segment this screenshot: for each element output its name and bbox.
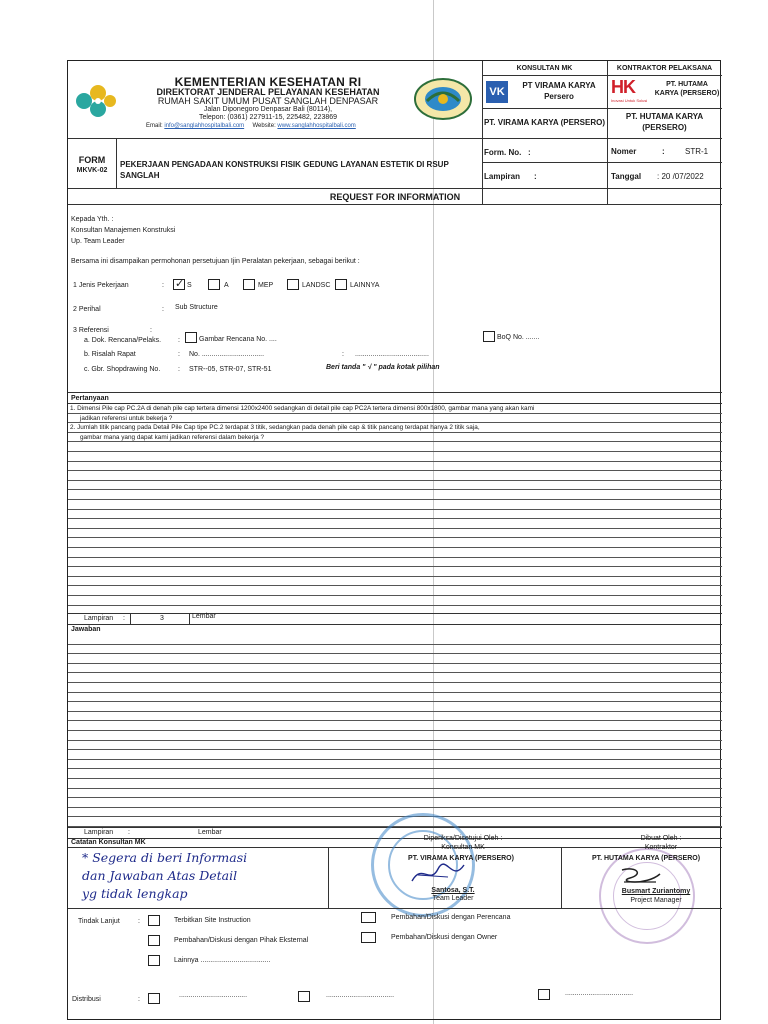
checked-by-org: Konsultan MK xyxy=(441,844,485,851)
hospital-address: Jalan Diponegoro Denpasar Bali (80114), xyxy=(203,106,333,113)
project-name: PEKERJAAN PENGADAAN KONSTRUKSI FISIK GEDUNG LAYANAN ESTETIK DI RSUP SANGLAH xyxy=(120,160,449,180)
tindak-option-4: Pembahan/Diskusi dengan Owner xyxy=(391,934,498,941)
website-label: Website: xyxy=(252,123,276,129)
ruled-line xyxy=(68,740,722,741)
ruled-line xyxy=(68,441,722,442)
jawaban-lembar: Lembar xyxy=(198,829,222,836)
consultant-signature-icon xyxy=(408,861,468,887)
check-mark-icon: ✓ xyxy=(175,278,185,290)
tindak-option-5: Lainnya .................................... xyxy=(174,957,271,964)
distribusi-dots-3: ................................... xyxy=(565,990,634,997)
ruled-line xyxy=(68,518,722,519)
catatan-hand-line-3: yg tidak lengkap xyxy=(82,886,188,901)
jenis-label: 1 Jenis Pekerjaan xyxy=(73,282,129,289)
checkbox-distribusi-1[interactable] xyxy=(148,993,160,1004)
distribusi-dots-2: ................................... xyxy=(326,992,395,999)
website-link[interactable]: www.sanglahhospitalbali.com xyxy=(277,123,356,129)
contractor-heading: KONTRAKTOR PELAKSANA xyxy=(616,65,713,72)
pertanyaan-lampiran-label: Lampiran xyxy=(84,615,114,622)
checkbox-site-instruction[interactable] xyxy=(148,915,160,926)
ruled-line xyxy=(68,768,722,769)
ruled-line xyxy=(68,644,722,645)
ruled-line xyxy=(68,422,722,423)
ruled-line xyxy=(68,807,722,808)
catatan-hand-line-2: dan Jawaban Atas Detail xyxy=(82,868,238,883)
made-by-label: Dibuat Oleh : xyxy=(640,835,682,842)
form-code: MKVK-02 xyxy=(76,167,108,174)
pertanyaan-lembar: Lembar xyxy=(192,613,216,620)
pertanyaan-lampiran-colon: : xyxy=(123,615,125,622)
ruled-line xyxy=(68,576,722,577)
question-2-line-2: gambar mana yang dapat kami jadikan referensi dalam bekerja ? xyxy=(80,433,265,441)
ruled-line xyxy=(68,432,722,433)
hospital-phone: Telepon: (0361) 227911-15, 225482, 223869 xyxy=(198,114,338,121)
ruled-line xyxy=(68,480,722,481)
ref-c-colon: : xyxy=(178,366,180,373)
option-lainnya-label: LAINNYA xyxy=(350,282,380,289)
consultant-name: PT VIRAMA KARYA xyxy=(522,81,596,90)
checked-by-role: Team Leader xyxy=(432,895,474,902)
ref-a-colon: : xyxy=(178,337,180,344)
ref-a-value: Gambar Rencana No. .... xyxy=(199,336,277,343)
ruled-line xyxy=(68,566,722,567)
ruled-line xyxy=(68,489,722,490)
distribusi-colon: : xyxy=(138,996,140,1003)
checkbox-distribusi-2[interactable] xyxy=(298,991,310,1002)
ruled-line xyxy=(68,509,722,510)
checked-by-person: Santosa, S.T. xyxy=(431,887,475,894)
ruled-line xyxy=(68,461,722,462)
nomer-label: Nomer xyxy=(611,147,637,156)
made-by-role: Project Manager xyxy=(630,897,682,904)
distribusi-dots-1: ................................... xyxy=(179,992,248,999)
ruled-line xyxy=(68,778,722,779)
checked-by-company: PT. VIRAMA KARYA (PERSERO) xyxy=(408,855,514,862)
contractor-signature-icon xyxy=(616,864,666,888)
perihal-value: Sub Structure xyxy=(175,304,218,311)
ruled-line xyxy=(68,701,722,702)
pertanyaan-lampiran-value: 3 xyxy=(160,615,164,622)
nomer-colon: : xyxy=(662,147,665,156)
email-label: Email: xyxy=(146,123,163,129)
pertanyaan-title: Pertanyaan xyxy=(71,395,109,402)
perihal-colon: : xyxy=(162,306,164,313)
lampiran-header-colon: : xyxy=(534,172,537,181)
catatan-title: Catatan Konsultan MK xyxy=(71,839,146,846)
ref-b-label: b. Risalah Rapat xyxy=(84,351,136,358)
form-label: FORM xyxy=(78,155,106,165)
consultant-heading: KONSULTAN MK xyxy=(516,65,573,72)
made-by-person: Busmart Zuriantomy xyxy=(621,888,691,895)
ref-b-colon-2: : xyxy=(342,351,344,358)
ruled-line xyxy=(68,547,722,548)
hk-tagline: Inovasi Untuk Solusi xyxy=(611,98,648,103)
option-s-label: S xyxy=(187,282,192,289)
intro-text: Bersama ini disampaikan permohonan persetujuan Ijin Peralatan pekerjaan, sebagai berikut : xyxy=(71,258,360,265)
ref-c-label: c. Gbr. Shopdrawing No. xyxy=(84,366,161,373)
ruled-line xyxy=(68,749,722,750)
contractor-name-2: KARYA (PERSERO) xyxy=(654,90,720,97)
ref-c-value: STR--05, STR-07, STR-51 xyxy=(189,366,272,373)
tindak-option-2: Pembahan/Diskusi dengan Perencana xyxy=(391,914,511,921)
ruled-line xyxy=(68,672,722,673)
referensi-colon: : xyxy=(150,327,152,334)
ruled-line xyxy=(68,759,722,760)
ruled-line xyxy=(68,585,722,586)
checkbox-gambar-rencana[interactable] xyxy=(185,332,197,343)
referensi-label: 3 Referensi xyxy=(73,327,109,334)
made-by-org: Kontraktor xyxy=(644,844,678,851)
pertanyaan-ruled-area xyxy=(68,403,722,613)
jawaban-ruled-area xyxy=(68,634,722,826)
option-a-label: A xyxy=(224,282,229,289)
ministry-name: KEMENTERIAN KESEHATAN RI xyxy=(174,75,362,89)
jawaban-title: Jawaban xyxy=(71,626,101,633)
question-2-line-1: 2. Jumlah titik pancang pada Detail Pile Cap tipe PC.2 terdapat 3 titik, sedangkan pada denah pile cap & titik pancang terdapat hanya 2 titik saja, xyxy=(70,424,480,431)
hospital-name: RUMAH SAKIT UMUM PUSAT SANGLAH DENPASAR xyxy=(157,96,379,106)
ref-a-label: a. Dok. Rencana/Pelaks. xyxy=(84,337,162,344)
checkbox-diskusi-perencana[interactable] xyxy=(361,912,376,923)
contractor-stamp-icon xyxy=(599,848,695,944)
ref-b-dots: ...................................... xyxy=(355,351,429,358)
ministry-logo-icon xyxy=(70,75,118,123)
checkbox-a[interactable] xyxy=(208,279,220,290)
directorate-name: DIREKTORAT JENDERAL PELAYANAN KESEHATAN xyxy=(156,87,380,97)
catatan-hand-line-1: * Segera di beri Informasi xyxy=(82,850,248,865)
perihal-label: 2 Perihal xyxy=(73,306,101,313)
ruled-line xyxy=(68,595,722,596)
lampiran-header-label: Lampiran xyxy=(484,172,521,181)
checkbox-lainnya-tindak[interactable] xyxy=(148,955,160,966)
email-link[interactable]: info@sanglahhospitalbali.com xyxy=(164,123,245,129)
ruled-line xyxy=(68,470,722,471)
ruled-line xyxy=(68,730,722,731)
ruled-line xyxy=(68,711,722,712)
rfi-form xyxy=(67,60,721,1020)
tindak-option-3: Pembahan/Diskusi dengan Pihak Eksternal xyxy=(174,937,309,944)
form-no-label: Form. No. xyxy=(484,148,522,157)
checkbox-diskusi-owner[interactable] xyxy=(361,932,376,943)
distribusi-label: Distribusi xyxy=(72,996,101,1003)
checkbox-distribusi-3[interactable] xyxy=(538,989,550,1000)
ref-b-value: No. ................................ xyxy=(189,351,265,358)
hospital-contact xyxy=(146,123,406,129)
nomer-value: STR-1 xyxy=(685,147,709,156)
to-line-1: Kepada Yth. : xyxy=(71,216,114,223)
ruled-line xyxy=(68,537,722,538)
hospital-emblem-icon xyxy=(413,75,473,123)
tindak-label: Tindak Lanjut xyxy=(78,918,120,925)
option-landsc-label: LANDSC xyxy=(302,282,331,289)
question-1-line-1: 1. Dimensi Pile cap PC.2A di denah pile cap tertera dimensi 1200x2400 sedangkan di detail pile cap PC2A tertera dimensi 800x1800, gambar mana yang akan kami xyxy=(70,405,535,412)
ruled-line xyxy=(68,605,722,606)
ruled-line xyxy=(68,451,722,452)
ref-boq-label: BoQ No. ....... xyxy=(497,334,540,341)
ruled-line xyxy=(68,720,722,721)
ruled-line xyxy=(68,682,722,683)
jawaban-lampiran-label: Lampiran xyxy=(84,829,114,836)
checkbox-boq[interactable] xyxy=(483,331,495,342)
ref-b-colon: : xyxy=(178,351,180,358)
ruled-line xyxy=(68,557,722,558)
tindak-option-1: Terbitkan Site Instruction xyxy=(174,917,251,924)
tanggal-value: : 20 /07/2022 xyxy=(657,172,704,181)
to-line-3: Up. Team Leader xyxy=(71,238,125,245)
ruled-line xyxy=(68,413,722,414)
to-line-2: Konsultan Manajemen Konstruksi xyxy=(71,227,176,234)
jenis-colon: : xyxy=(162,282,164,289)
checkbox-s[interactable] xyxy=(173,279,185,290)
made-by-company: PT. HUTAMA KARYA (PERSERO) xyxy=(591,855,701,862)
form-title: REQUEST FOR INFORMATION xyxy=(329,192,461,202)
vk-logo-icon: VK xyxy=(486,81,508,103)
hk-logo-icon: HK xyxy=(611,77,635,97)
form-no-colon: : xyxy=(528,148,531,157)
consultant-sub: Persero xyxy=(544,92,574,101)
choice-note: Beri tanda " √ " pada kotak pilihan xyxy=(326,364,440,371)
checkbox-landsc[interactable] xyxy=(287,279,299,290)
ruled-line xyxy=(68,528,722,529)
ruled-line xyxy=(68,797,722,798)
checkbox-diskusi-eksternal[interactable] xyxy=(148,935,160,946)
checkbox-lainnya[interactable] xyxy=(335,279,347,290)
contractor-name-1: PT. HUTAMA xyxy=(666,81,708,88)
checkbox-mep[interactable] xyxy=(243,279,255,290)
jawaban-lampiran-colon: : xyxy=(128,829,130,836)
checked-by-label: Diperiksa/Disetujui Oleh : xyxy=(423,835,503,842)
catatan-handwriting xyxy=(82,849,247,903)
consultant-full-name: PT. VIRAMA KARYA (PERSERO) xyxy=(483,118,606,127)
ruled-line xyxy=(68,499,722,500)
tindak-colon: : xyxy=(138,918,140,925)
ruled-line xyxy=(68,788,722,789)
ruled-line xyxy=(68,653,722,654)
option-mep-label: MEP xyxy=(258,282,274,289)
ruled-line xyxy=(68,816,722,817)
question-1-line-2: jadikan referensi untuk bekerja ? xyxy=(80,414,173,422)
ruled-line xyxy=(68,692,722,693)
contractor-full-name-1: PT. HUTAMA KARYA xyxy=(625,112,704,121)
contractor-full-name-2: (PERSERO) xyxy=(642,123,687,132)
tanggal-label: Tanggal xyxy=(611,172,642,181)
ruled-line xyxy=(68,663,722,664)
